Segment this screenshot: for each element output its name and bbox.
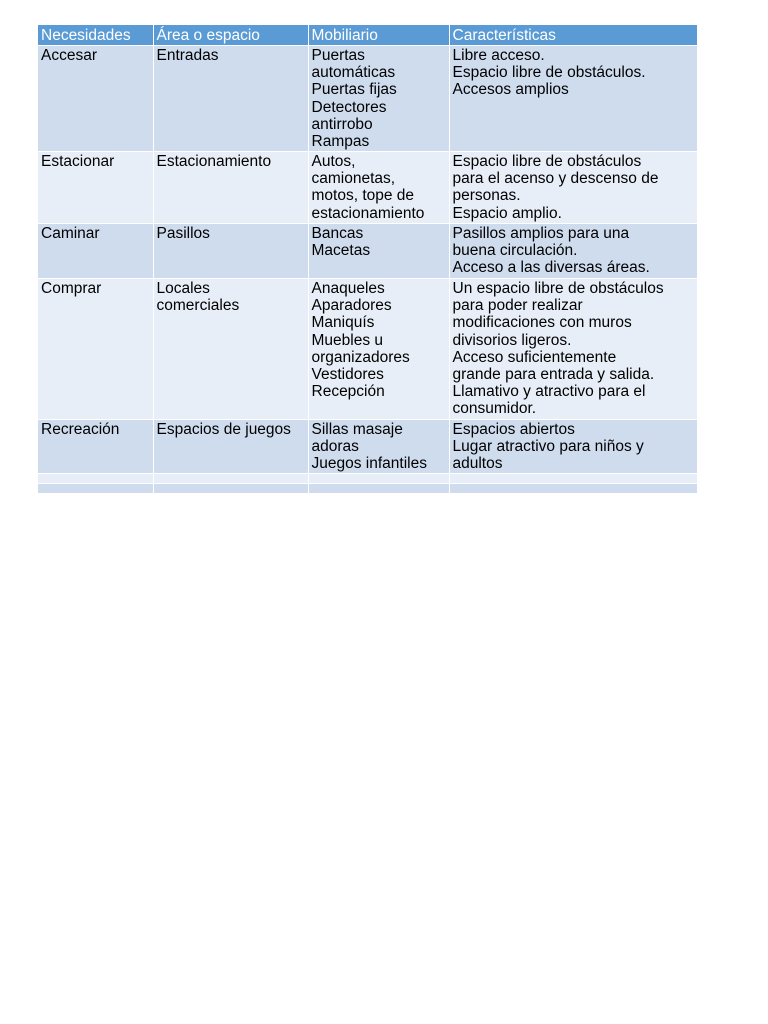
cell-line: Pasillos amplios para una bbox=[452, 225, 630, 242]
cell-line: Accesos amplios bbox=[452, 81, 569, 99]
cell-necesidad: Recreación bbox=[38, 420, 153, 474]
empty-cell bbox=[38, 484, 153, 494]
cell-line: modificaciones con muros bbox=[452, 314, 632, 332]
empty-cell bbox=[308, 484, 449, 494]
cell-line: organizadores bbox=[311, 348, 410, 366]
cell-area: Pasillos bbox=[153, 224, 308, 279]
cell-line: Puertas fijas bbox=[311, 81, 397, 99]
cell-line: buena circulación. bbox=[452, 242, 578, 260]
table-row bbox=[38, 420, 697, 474]
cell-line: Espacios abiertos bbox=[452, 421, 575, 438]
cell-mobiliario bbox=[308, 46, 449, 152]
cell-mobiliario bbox=[308, 420, 449, 474]
cell-line: grande para entrada y salida. bbox=[452, 366, 655, 384]
header-row bbox=[38, 25, 697, 46]
empty-cell bbox=[153, 484, 308, 494]
table-row bbox=[38, 152, 697, 224]
cell-line: Bancas bbox=[311, 225, 364, 242]
header-caracteristicas: Características bbox=[449, 25, 697, 46]
cell-line: estacionamiento bbox=[311, 204, 425, 222]
header-area: Área o espacio bbox=[153, 25, 308, 46]
empty-cell bbox=[449, 474, 697, 484]
cell-area: Espacios de juegos bbox=[153, 420, 308, 474]
cell-line: personas. bbox=[452, 187, 521, 205]
cell-line: automáticas bbox=[311, 64, 396, 82]
cell-line: Acceso a las diversas áreas. bbox=[452, 259, 650, 277]
cell-line: Acceso suficientemente bbox=[452, 348, 617, 366]
cell-caracteristicas bbox=[449, 420, 697, 474]
cell-line: Puertas bbox=[311, 47, 365, 64]
cell-line: para el acenso y descenso de bbox=[452, 170, 659, 188]
cell-line: antirrobo bbox=[311, 115, 373, 133]
cell-line: consumidor. bbox=[452, 400, 537, 418]
cell-line: Anaqueles bbox=[311, 280, 385, 297]
cell-line: Maniquís bbox=[311, 314, 375, 332]
table-row bbox=[38, 46, 697, 152]
cell-line: Juegos infantiles bbox=[311, 455, 427, 473]
cell-line: Locales bbox=[156, 280, 210, 297]
empty-row bbox=[38, 474, 697, 484]
cell-necesidad: Caminar bbox=[38, 224, 153, 279]
empty-row bbox=[38, 484, 697, 494]
empty-cell bbox=[38, 474, 153, 484]
cell-mobiliario bbox=[308, 224, 449, 279]
cell-caracteristicas bbox=[449, 152, 697, 224]
header-necesidades: Necesidades bbox=[38, 25, 153, 46]
cell-area bbox=[153, 279, 308, 420]
cell-line: Espacio libre de obstáculos. bbox=[452, 64, 646, 82]
cell-area: Estacionamiento bbox=[153, 152, 308, 224]
cell-line: adoras bbox=[311, 438, 359, 456]
cell-caracteristicas bbox=[449, 224, 697, 279]
cell-mobiliario bbox=[308, 152, 449, 224]
cell-line: Recepción bbox=[311, 383, 385, 401]
cell-line: comerciales bbox=[156, 297, 240, 315]
cell-line: Aparadores bbox=[311, 297, 392, 315]
cell-line: Espacio amplio. bbox=[452, 204, 562, 222]
needs-table-container bbox=[38, 25, 697, 494]
cell-area: Entradas bbox=[153, 46, 308, 152]
empty-cell bbox=[449, 484, 697, 494]
cell-line: Espacio libre de obstáculos bbox=[452, 153, 642, 170]
cell-caracteristicas bbox=[449, 279, 697, 420]
cell-line: Vestidores bbox=[311, 366, 384, 384]
empty-cell bbox=[153, 474, 308, 484]
cell-line: Rampas bbox=[311, 133, 370, 151]
cell-necesidad: Estacionar bbox=[38, 152, 153, 224]
cell-line: Macetas bbox=[311, 242, 371, 260]
cell-line: Un espacio libre de obstáculos bbox=[452, 280, 664, 297]
cell-line: motos, tope de bbox=[311, 187, 415, 205]
cell-line: Libre acceso. bbox=[452, 47, 545, 64]
needs-table bbox=[38, 25, 698, 494]
cell-line: divisorios ligeros. bbox=[452, 331, 572, 349]
cell-line: Lugar atractivo para niños y bbox=[452, 438, 644, 456]
cell-mobiliario bbox=[308, 279, 449, 420]
header-mobiliario: Mobiliario bbox=[308, 25, 449, 46]
table-row bbox=[38, 279, 697, 420]
empty-cell bbox=[308, 474, 449, 484]
cell-line: Muebles u bbox=[311, 331, 384, 349]
cell-caracteristicas bbox=[449, 46, 697, 152]
cell-line: Autos, bbox=[311, 153, 356, 170]
cell-necesidad: Comprar bbox=[38, 279, 153, 420]
table-row bbox=[38, 224, 697, 279]
cell-necesidad: Accesar bbox=[38, 46, 153, 152]
cell-line: camionetas, bbox=[311, 170, 396, 188]
cell-line: Sillas masaje bbox=[311, 421, 403, 438]
cell-line: Detectores bbox=[311, 98, 387, 116]
cell-line: para poder realizar bbox=[452, 297, 583, 315]
cell-line: adultos bbox=[452, 455, 503, 473]
cell-line: Llamativo y atractivo para el bbox=[452, 383, 646, 401]
